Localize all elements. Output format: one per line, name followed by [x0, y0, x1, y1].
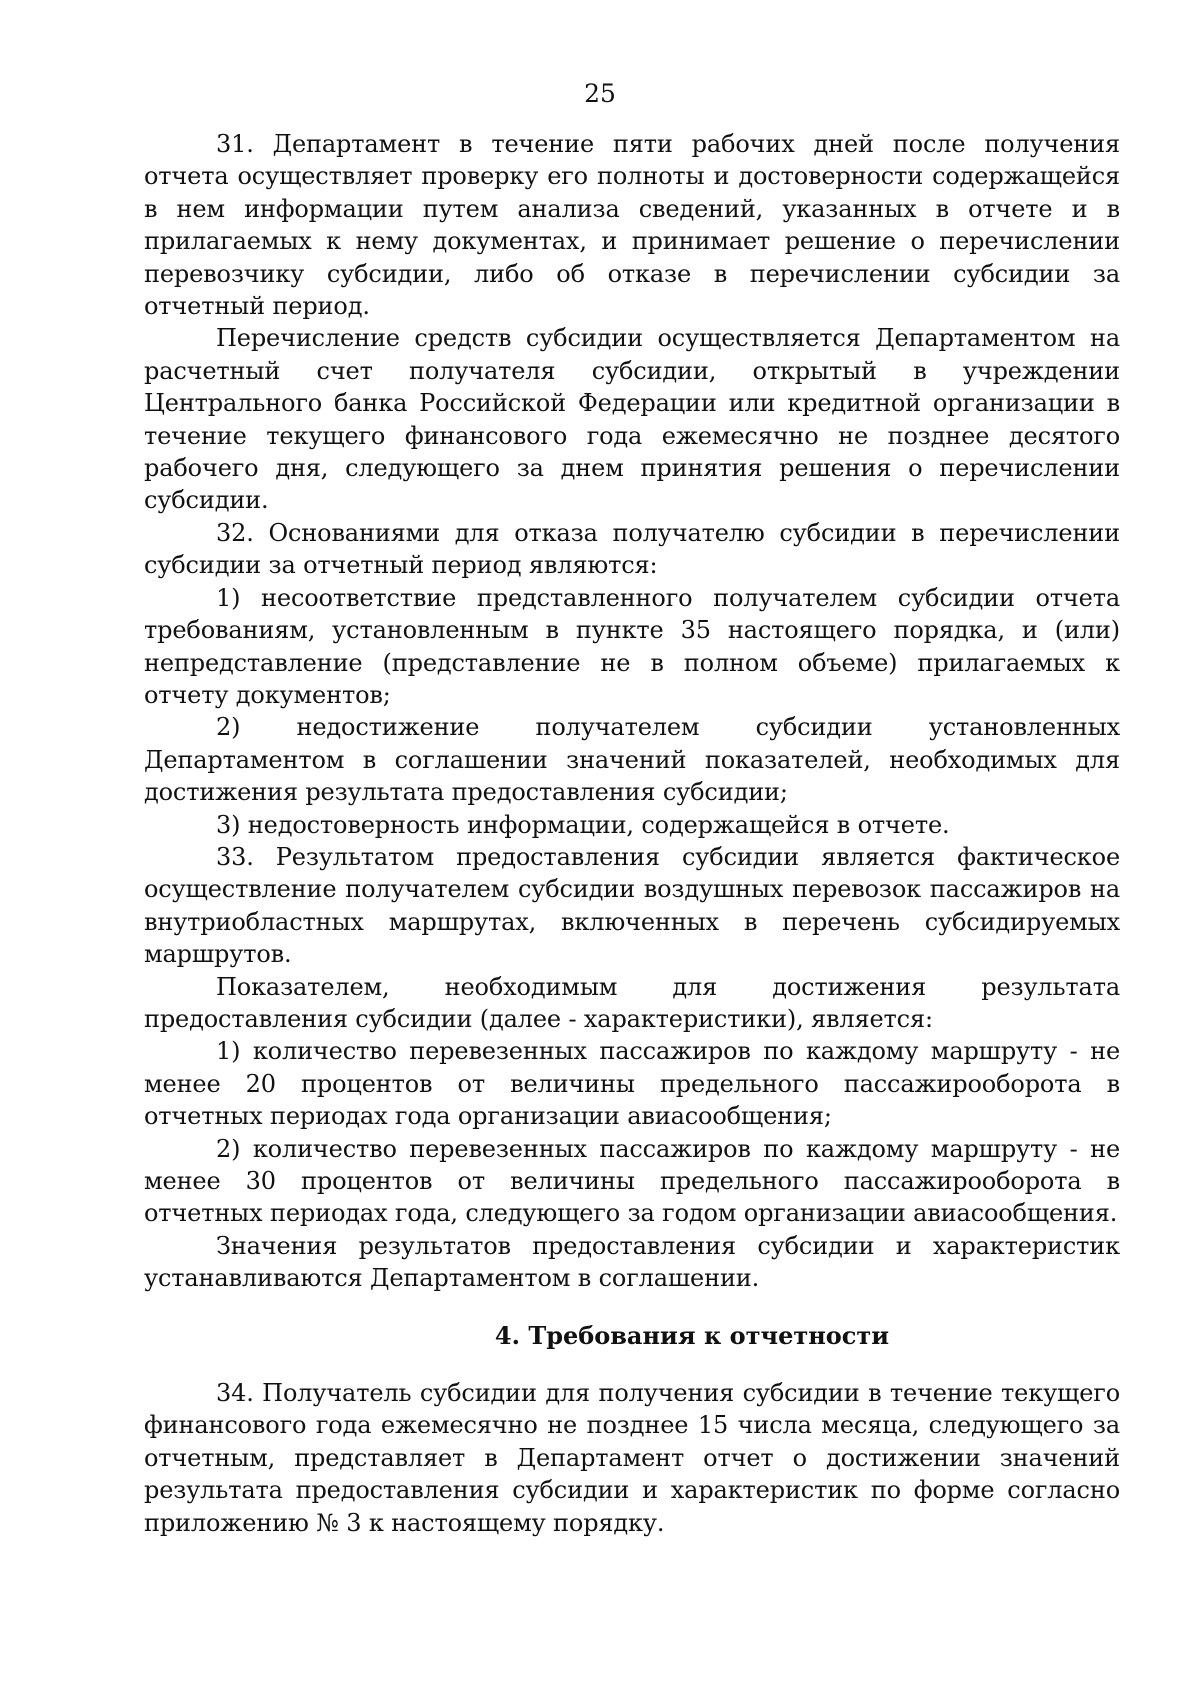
paragraph-31: 31. Департамент в течение пяти рабочих дней после получения отчета осуществляет проверку его полноты и достоверности содержащейся в нем информации путем анализа сведений, указанных в отчете и в прилагаемых к нему документах, и принимает решение о перечислении перевозчику субсидии, либо об отказе в перечислении субсидии за отчетный период. [144, 130, 1120, 321]
list-item-32-2: 2) недостижение получателем субсидии установленных Департаментом в соглашении значений показателей, необходимых для достижения результата предоставления субсидии; [144, 713, 1120, 807]
paragraph-transfer: Перечисление средств субсидии осуществляется Департаментом на расчетный счет получателя субсидии, открытый в учреждении Центрального банка Российской Федерации или кредитной организации в течение текущего финансового года ежемесячно не позднее десятого рабочего дня, следующего за днем принятия решения о перечислении субсидии. [144, 324, 1120, 515]
document-body [144, 128, 1120, 1539]
list-item-indicator-1: 1) количество перевезенных пассажиров по каждому маршруту - не менее 20 процентов от величины предельного пассажирооборота в отчетных периодах года организации авиасообщения; [144, 1037, 1120, 1131]
page-number: 25 [584, 79, 616, 108]
paragraph-32: 32. Основаниями для отказа получателю субсидии в перечислении субсидии за отчетный период являются: [144, 518, 1120, 580]
paragraph-33: 33. Результатом предоставления субсидии является фактическое осуществление получателем субсидии воздушных перевозок пассажиров на внутриобластных маршрутах, включенных в перечень субсидируемых маршрутов. [144, 842, 1120, 969]
paragraph-34: 34. Получатель субсидии для получения субсидии в течение текущего финансового года ежемесячно не позднее 15 числа месяца, следующего за отчетным, представляет в Департамент отчет о достижении значений результата предоставления субсидии и характеристик по форме согласно приложению № 3 к настоящему порядку. [144, 1379, 1120, 1537]
paragraph-indicator: Показателем, необходимым для достижения результата предоставления субсидии (далее - характеристики), является: [144, 972, 1120, 1033]
list-item-indicator-2: 2) количество перевезенных пассажиров по каждому маршруту - не менее 30 процентов от величины предельного пассажирооборота в отчетных периодах года, следующего за годом организации авиасообщения. [144, 1134, 1120, 1228]
list-item-32-3: 3) недостоверность информации, содержащейся в отчете. [216, 810, 950, 839]
paragraph-values: Значения результатов предоставления субсидии и характеристик устанавливаются Департаментом в соглашении. [144, 1231, 1120, 1293]
section-heading: 4. Требования к отчетности [494, 1320, 890, 1350]
list-item-32-1: 1) несоответствие представленного получателем субсидии отчета требованиям, установленным в пункте 35 настоящего порядка, и (или) непредставление (представление не в полном объеме) прилагаемых к отчету документов; [144, 583, 1120, 709]
